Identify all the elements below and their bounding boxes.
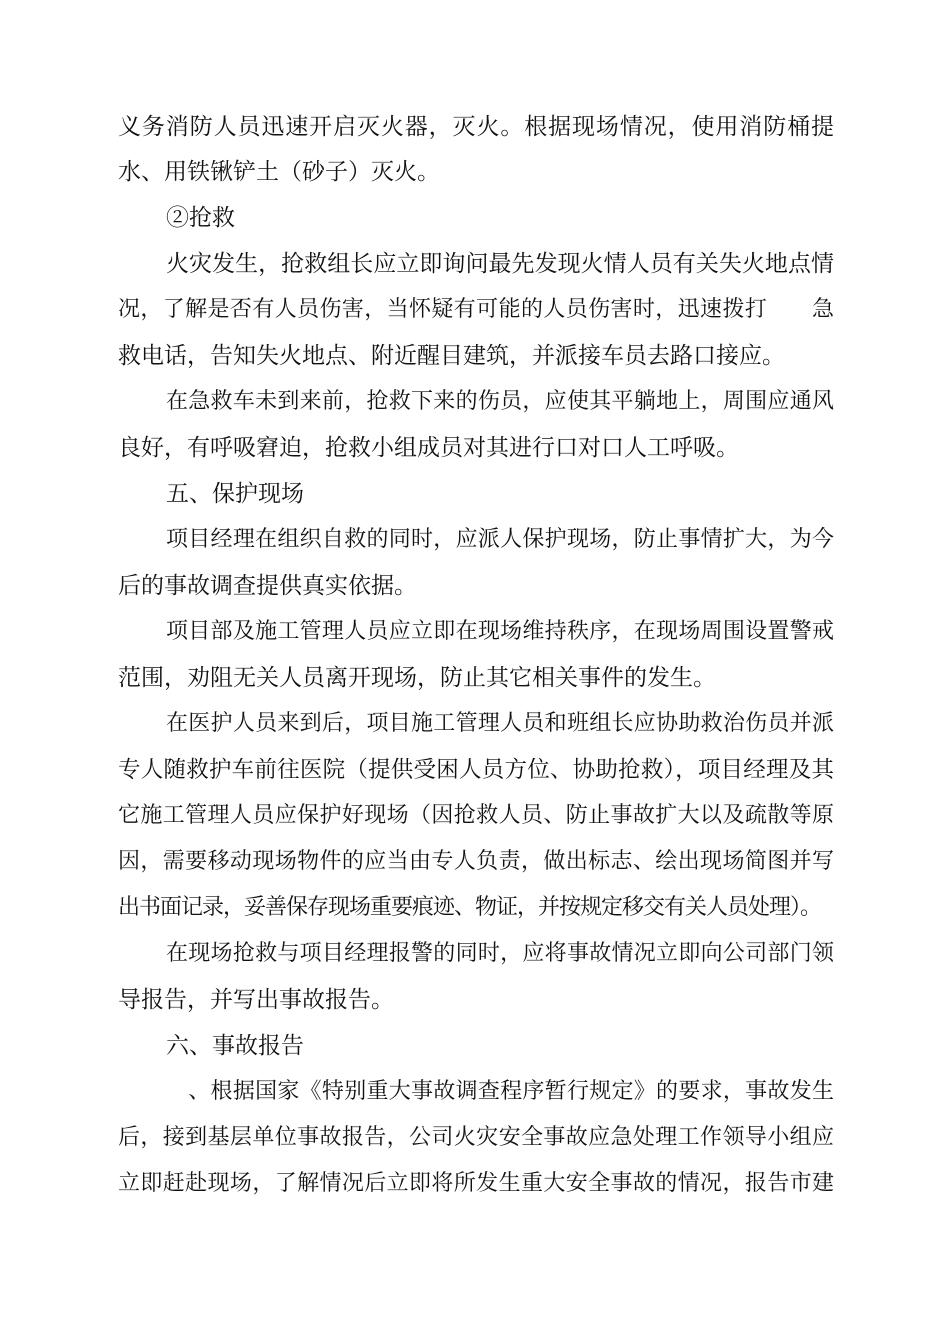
text-line: 良好，有呼吸窘迫，抢救小组成员对其进行口对口人工呼吸。: [118, 435, 739, 461]
text-line: 立即赶赴现场，了解情况后立即将所发生重大安全事故的情况，报告市建: [118, 1171, 834, 1196]
text-line: 救电话，告知失火地点、附近醒目建筑，并派接车员去路口接应。: [118, 343, 785, 369]
text-line: 况，了解是否有人员伤害，当怀疑有可能的人员伤害时，迅速拨打 急: [118, 297, 834, 322]
text-line: 、根据国家《特别重大事故调查程序暂行规定》的要求，事故发生: [166, 1079, 834, 1104]
text-line: 因，需要移动现场物件的应当由专人负责，做出标志、绘出现场简图并写: [118, 849, 834, 874]
text-line: 导报告，并写出事故报告。: [118, 987, 394, 1013]
section-subheading: ②抢救: [166, 205, 235, 231]
text-line: 范围，劝阻无关人员离开现场，防止其它相关事件的发生。: [118, 665, 716, 691]
text-line: 它施工管理人员应保护好现场（因抢救人员、防止事故扩大以及疏散等原: [118, 803, 834, 828]
section-heading: 六、事故报告: [166, 1033, 304, 1059]
text-line: 项目经理在组织自救的同时，应派人保护现场，防止事情扩大，为今: [166, 527, 834, 552]
text-line: 项目部及施工管理人员应立即在现场维持秩序，在现场周围设置警戒: [166, 619, 834, 644]
text-line: 后的事故调查提供真实依据。: [118, 573, 417, 599]
text-line: 专人随救护车前往医院（提供受困人员方位、协助抢救），项目经理及其: [118, 757, 834, 783]
text-line: 火灾发生，抢救组长应立即询问最先发现火情人员有关失火地点情: [166, 251, 834, 277]
text-line: 在现场抢救与项目经理报警的同时，应将事故情况立即向公司部门领: [166, 941, 834, 966]
text-line: 在医护人员来到后，项目施工管理人员和班组长应协助救治伤员并派: [166, 711, 834, 736]
text-line: 义务消防人员迅速开启灭火器，灭火。根据现场情况，使用消防桶提: [118, 114, 834, 140]
section-heading: 五、保护现场: [166, 481, 304, 507]
text-line: 后，接到基层单位事故报告，公司火灾安全事故应急处理工作领导小组应: [118, 1125, 834, 1150]
text-line: 出书面记录，妥善保存现场重要痕迹、物证，并按规定移交有关人员处理）。: [118, 895, 822, 920]
text-line: 水、用铁锹铲土（砂子）灭火。: [118, 159, 440, 185]
text-line: 在急救车未到来前，抢救下来的伤员，应使其平躺地上，周围应通风: [166, 389, 834, 414]
